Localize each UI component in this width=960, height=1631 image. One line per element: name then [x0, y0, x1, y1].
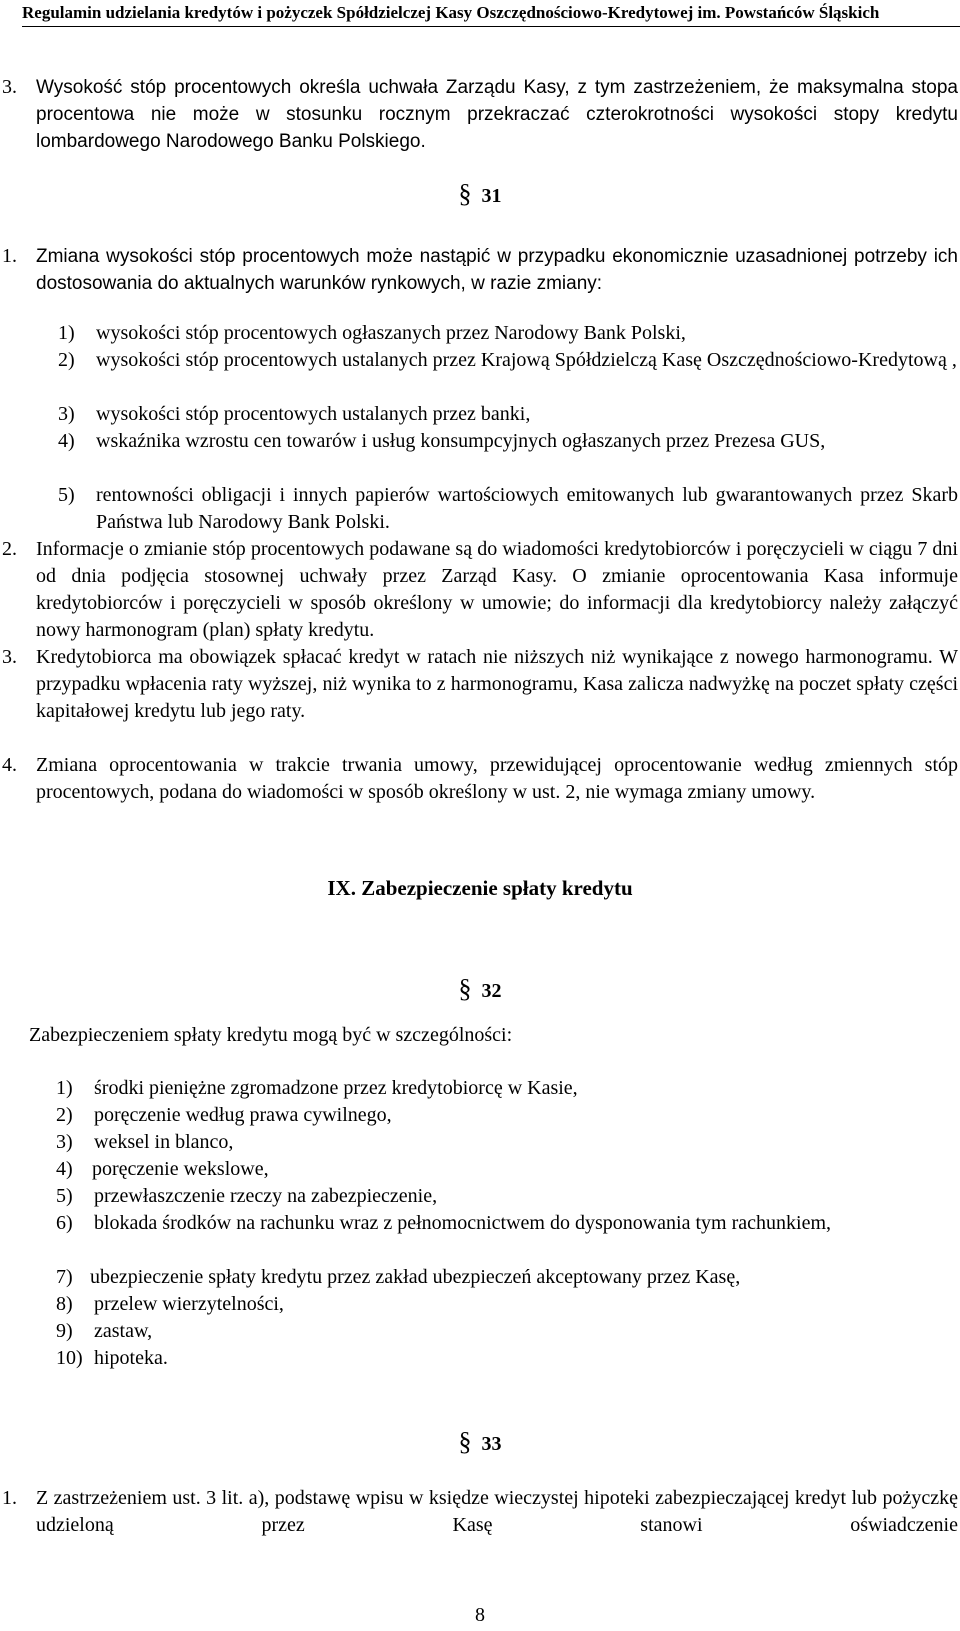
list-number: 2): [56, 1104, 73, 1126]
list-number: 1): [56, 1077, 73, 1099]
list-item: rentowności obligacji i innych papierów wartościowych emitowanych lub gwarantowanych przez Skarb Państwa lub Narodowy Bank Polski.: [96, 484, 958, 533]
paragraph-text: Zmiana oprocentowania w trakcie trwania umowy, przewidującej oprocentowanie według zmiennych stóp procentowych, podana do wiadomości w sposób określony w ust. 2, nie wymaga zmiany umowy.: [36, 754, 958, 803]
paragraph-number: 1.: [2, 1487, 17, 1509]
section-31-heading: [0, 180, 960, 210]
list-number: 10): [56, 1347, 83, 1369]
section-sign: §: [458, 1427, 472, 1456]
section-number: 31: [481, 185, 502, 207]
list-number: 4): [58, 430, 75, 452]
list-item: przewłaszczenie rzeczy na zabezpieczenie,: [94, 1185, 438, 1207]
paragraph-number: 4.: [2, 754, 17, 776]
list-item: ubezpieczenie spłaty kredytu przez zakład ubezpieczeń akceptowany przez Kasę,: [90, 1266, 741, 1288]
list-number: 3): [58, 403, 75, 425]
chapter-heading: IX. Zabezpieczenie spłaty kredytu: [327, 876, 633, 900]
list-number: 5): [56, 1185, 73, 1207]
list-number: 8): [56, 1293, 73, 1315]
page-number: 8: [475, 1604, 485, 1626]
paragraph-number: 3.: [2, 646, 17, 668]
section-sign: §: [458, 179, 472, 208]
list-number: 9): [56, 1320, 73, 1342]
list-item: blokada środków na rachunku wraz z pełnomocnictwem do dysponowania tym rachunkiem,: [94, 1212, 832, 1234]
page-header: Regulamin udzielania kredytów i pożyczek Spółdzielczej Kasy Oszczędnościowo-Kredytowej im. Powstańców Śląskich: [22, 3, 880, 22]
list-item: wysokości stóp procentowych ustalanych przez Krajową Spółdzielczą Kasę Oszczędnościowo-Kredytową ,: [96, 349, 957, 371]
section-number: 32: [481, 980, 502, 1002]
section-intro: Zabezpieczeniem spłaty kredytu mogą być w szczególności:: [29, 1024, 513, 1046]
list-item: przelew wierzytelności,: [94, 1293, 284, 1315]
paragraph-text: Zmiana wysokości stóp procentowych może nastąpić w przypadku ekonomicznie uzasadnionej potrzeby ich dostosowania do aktualnych warunków rynkowych, w razie zmiany:: [36, 246, 958, 294]
list-item: poręczenie wekslowe,: [92, 1158, 269, 1180]
list-number: 3): [56, 1131, 73, 1153]
paragraph-number: 1.: [2, 245, 17, 267]
list-number: 6): [56, 1212, 73, 1234]
list-item: wysokości stóp procentowych ogłaszanych przez Narodowy Bank Polski,: [96, 322, 686, 344]
paragraph-text: Kredytobiorca ma obowiązek spłacać kredyt w ratach nie niższych niż wynikające z nowego harmonogramu. W przypadku wpłacenia raty wyższej, niż wynika to z harmonogramu, Kasa zalicza nadwyżkę na poczet spłaty części kapitałowej kredytu lub jego raty.: [36, 646, 958, 722]
list-number: 1): [58, 322, 75, 344]
list-item: poręczenie według prawa cywilnego,: [94, 1104, 392, 1126]
list-item: środki pieniężne zgromadzone przez kredytobiorcę w Kasie,: [94, 1077, 578, 1099]
list-number: 2): [58, 349, 75, 371]
list-item: weksel in blanco,: [94, 1131, 234, 1153]
header-rule: [22, 26, 960, 27]
section-33-heading: [0, 1428, 960, 1458]
section-32-heading: [0, 975, 960, 1005]
paragraph-text: Informacje o zmianie stóp procentowych podawane są do wiadomości kredytobiorców i poręczycieli w ciągu 7 dni od dnia podjęcia stosownej uchwały przez Zarząd Kasy. O zmianie oprocentowania Kasa informuje kredytobiorców i poręczycieli w sposób określony w umowie; do informacji dla kredytobiorcy należy załączyć nowy harmonogram (plan) spłaty kredytu.: [36, 538, 958, 641]
paragraph-text: Z zastrzeżeniem ust. 3 lit. a), podstawę wpisu w księdze wieczystej hipoteki zabezpieczającej kredyt lub pożyczkę udzieloną przez Kasę stanowi oświadczenie: [36, 1487, 958, 1536]
section-number: 33: [481, 1433, 502, 1455]
list-item: wysokości stóp procentowych ustalanych przez banki,: [96, 403, 531, 425]
list-item: zastaw,: [94, 1320, 153, 1342]
paragraph-number: 3.: [2, 76, 17, 98]
paragraph-text: Wysokość stóp procentowych określa uchwała Zarządu Kasy, z tym zastrzeżeniem, że maksymalna stopa procentowa nie może w stosunku rocznym przekraczać czterokrotności wysokości stopy kredytu lombardowego Narodowego Banku Polskiego.: [36, 77, 958, 152]
list-number: 4): [56, 1158, 73, 1180]
section-sign: §: [458, 974, 472, 1003]
list-number: 7): [56, 1266, 73, 1288]
list-number: 5): [58, 484, 75, 506]
paragraph-number: 2.: [2, 538, 17, 560]
list-item: hipoteka.: [94, 1347, 168, 1369]
list-item: wskaźnika wzrostu cen towarów i usług konsumpcyjnych ogłaszanych przez Prezesa GUS,: [96, 430, 826, 452]
